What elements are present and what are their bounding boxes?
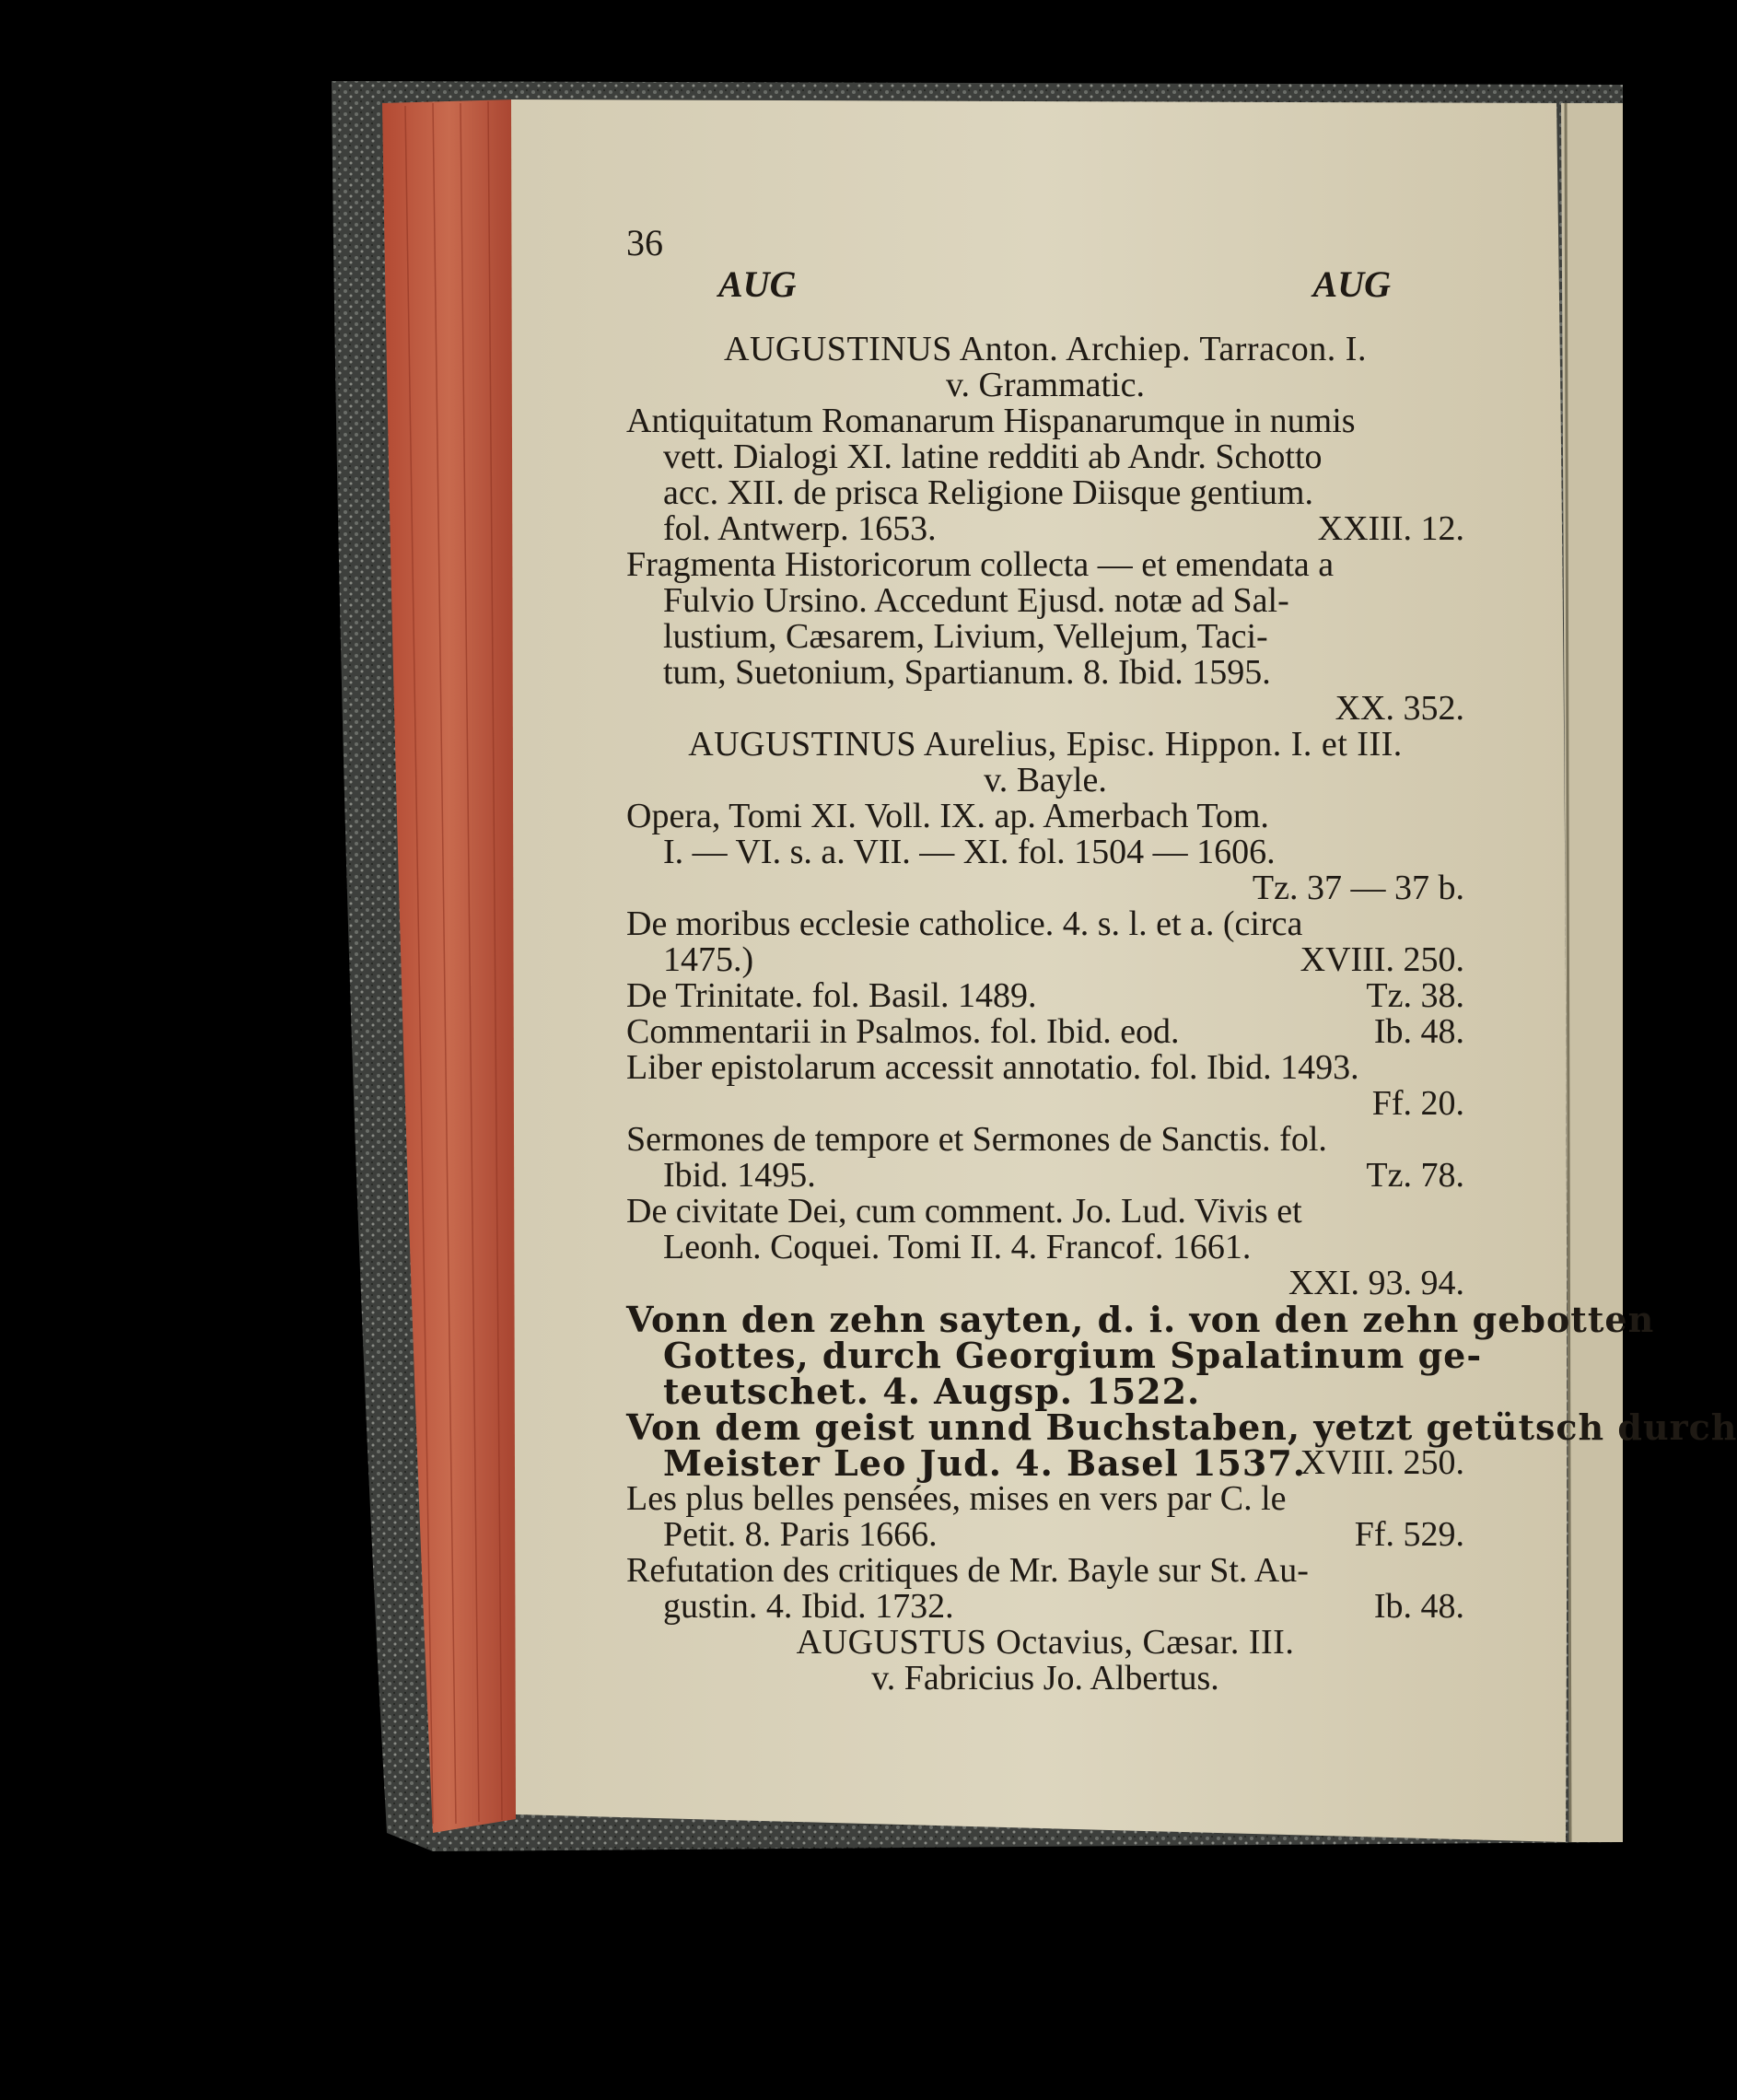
page-text bbox=[626, 212, 1737, 1796]
line-text: 1475.) bbox=[663, 940, 754, 979]
line-text: v. Bayle. bbox=[984, 761, 1107, 799]
entry-line bbox=[626, 978, 1464, 1014]
line-text: Fulvio Ursino. Accedunt Ejusd. notæ ad Sal- bbox=[663, 581, 1289, 620]
line-text: AUGUSTINUS Anton. Archiep. Tarracon. I. bbox=[724, 330, 1367, 368]
entry-line bbox=[626, 655, 1464, 691]
entry-line bbox=[626, 1122, 1464, 1158]
running-head bbox=[626, 212, 1464, 322]
line-text: I. — VI. s. a. VII. — XI. fol. 1504 — 1606. bbox=[663, 833, 1276, 871]
entry-line bbox=[626, 1158, 1464, 1194]
line-reference: Tz. 78. bbox=[1366, 1156, 1464, 1195]
entry-line bbox=[626, 1335, 1483, 1376]
line-text: Fragmenta Historicorum collecta — et emendata a bbox=[626, 545, 1335, 584]
line-text: AUGUSTUS Octavius, Cæsar. III. bbox=[796, 1623, 1295, 1662]
line-text: AUGUSTINUS Aurelius, Episc. Hippon. I. et III. bbox=[688, 725, 1403, 764]
line-text: acc. XII. de prisca Religione Diisque gentium. bbox=[663, 473, 1313, 512]
head-left: AUG bbox=[718, 263, 797, 305]
line-text: Von dem geist unnd Buchstaben, yetzt getütsch durch bbox=[626, 1406, 1737, 1448]
line-text: Sermones de tempore et Sermones de Sanctis. fol. bbox=[626, 1120, 1327, 1159]
entry-line bbox=[626, 1014, 1464, 1050]
entry-line bbox=[626, 583, 1464, 619]
line-text: teutschet. 4. Augsp. 1522. bbox=[663, 1371, 1201, 1412]
head-right: AUG bbox=[1312, 263, 1391, 305]
entry-line bbox=[626, 1589, 1464, 1625]
entry-line bbox=[626, 1086, 1464, 1122]
line-text: Commentarii in Psalmos. fol. Ibid. eod. bbox=[626, 1012, 1180, 1051]
entry-line bbox=[626, 942, 1464, 978]
line-text: Refutation des critiques de Mr. Bayle sur St. Au- bbox=[626, 1551, 1309, 1590]
line-text: Les plus belles pensées, mises en vers par C. le bbox=[626, 1479, 1287, 1518]
line-reference: Ib. 48. bbox=[1373, 1587, 1464, 1626]
entry-line bbox=[626, 870, 1464, 906]
entry-line bbox=[626, 1517, 1464, 1553]
line-text: Meister Leo Jud. 4. Basel 1537. bbox=[663, 1442, 1307, 1484]
entry-heading-line bbox=[626, 1625, 1464, 1661]
entry-line bbox=[626, 403, 1464, 439]
line-text: v. Grammatic. bbox=[946, 366, 1145, 404]
entry-line bbox=[626, 1371, 1464, 1412]
line-text: gustin. 4. Ibid. 1732. bbox=[663, 1587, 954, 1626]
line-reference: XXI. 93. 94. bbox=[1288, 1264, 1464, 1302]
line-reference: Ff. 20. bbox=[1371, 1084, 1464, 1123]
entry-line bbox=[626, 1194, 1464, 1230]
line-text: De civitate Dei, cum comment. Jo. Lud. Vivis et bbox=[626, 1192, 1302, 1231]
entry-line bbox=[626, 1442, 1464, 1484]
line-reference: Ff. 529. bbox=[1354, 1515, 1464, 1554]
entry-line bbox=[626, 1050, 1464, 1086]
line-reference: XX. 352. bbox=[1335, 689, 1464, 728]
line-text: lustium, Cæsarem, Livium, Vellejum, Taci- bbox=[663, 617, 1268, 656]
entry-line bbox=[626, 1553, 1464, 1589]
entry-line bbox=[626, 1266, 1464, 1301]
line-reference: XXIII. 12. bbox=[1317, 509, 1464, 548]
entry-line bbox=[626, 1406, 1737, 1448]
line-text: Vonn den zehn sayten, d. i. von den zehn gebotten bbox=[626, 1299, 1655, 1340]
line-text: Opera, Tomi XI. Voll. IX. ap. Amerbach Tom. bbox=[626, 797, 1269, 835]
entry-list bbox=[626, 330, 1737, 1698]
entry-line bbox=[626, 439, 1464, 475]
line-text: tum, Suetonium, Spartianum. 8. Ibid. 1595. bbox=[663, 653, 1271, 692]
line-text: De moribus ecclesie catholice. 4. s. l. et a. (circa bbox=[626, 904, 1303, 943]
page-number: 36 bbox=[626, 222, 663, 263]
line-reference: Ib. 48. bbox=[1373, 1012, 1464, 1051]
line-text: Antiquitatum Romanarum Hispanarumque in numis bbox=[626, 402, 1356, 440]
entry-line bbox=[626, 511, 1464, 547]
entry-heading-line bbox=[626, 332, 1464, 368]
entry-line bbox=[626, 906, 1464, 942]
line-reference: XVIII. 250. bbox=[1300, 940, 1464, 979]
entry-line bbox=[626, 1299, 1655, 1340]
line-reference: XVIII. 250. bbox=[1300, 1443, 1464, 1482]
entry-line bbox=[626, 834, 1464, 870]
entry-line bbox=[626, 619, 1464, 655]
line-reference: Tz. 38. bbox=[1366, 976, 1464, 1015]
line-text: Gottes, durch Georgium Spalatinum ge- bbox=[663, 1335, 1483, 1376]
line-text: Liber epistolarum accessit annotatio. fol. Ibid. 1493. bbox=[626, 1048, 1359, 1087]
line-text: fol. Antwerp. 1653. bbox=[663, 509, 937, 548]
entry-line bbox=[626, 547, 1464, 583]
entry-line bbox=[626, 1481, 1464, 1517]
entry-heading-line bbox=[626, 727, 1464, 763]
line-text: Petit. 8. Paris 1666. bbox=[663, 1515, 938, 1554]
entry-line bbox=[626, 799, 1464, 834]
line-text: v. Fabricius Jo. Albertus. bbox=[871, 1659, 1219, 1698]
entry-line bbox=[626, 475, 1464, 511]
entry-heading-line bbox=[626, 368, 1464, 403]
entry-line bbox=[626, 691, 1464, 727]
entry-heading-line bbox=[626, 1661, 1464, 1697]
entry-heading-line bbox=[626, 763, 1464, 799]
line-text: Leonh. Coquei. Tomi II. 4. Francof. 1661. bbox=[663, 1228, 1252, 1266]
line-reference: Tz. 37 — 37 b. bbox=[1252, 869, 1464, 907]
line-text: vett. Dialogi XI. latine redditi ab Andr. Schotto bbox=[663, 438, 1323, 476]
entry-line bbox=[626, 1230, 1464, 1266]
line-text: Ibid. 1495. bbox=[663, 1156, 816, 1195]
line-text: De Trinitate. fol. Basil. 1489. bbox=[626, 976, 1037, 1015]
